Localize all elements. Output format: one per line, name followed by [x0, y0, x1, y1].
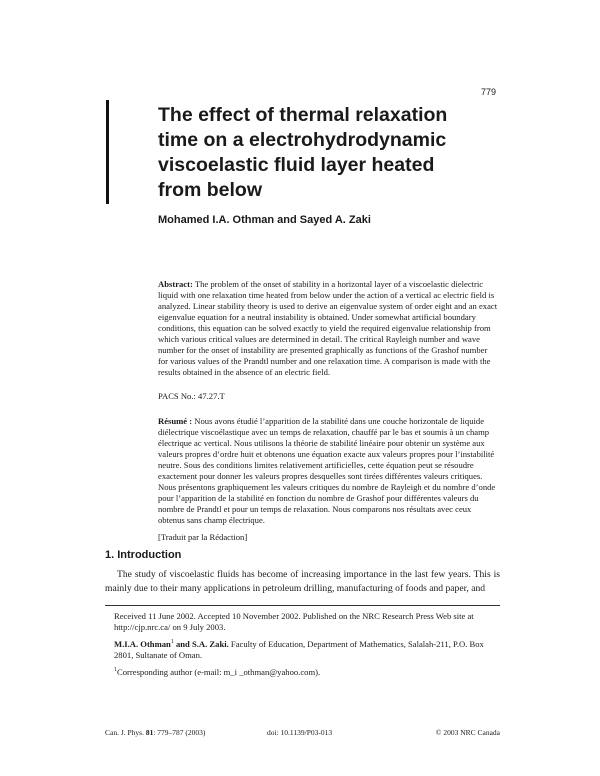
translation-note — [158, 532, 498, 543]
abstract-label: Abstract: — [158, 279, 193, 289]
journal-volume: 81 — [145, 728, 154, 737]
pacs-text: PACS No.: 47.27.T — [158, 391, 225, 401]
footnotes — [114, 611, 500, 684]
resume — [158, 416, 498, 526]
doi: doi: 10.1139/P03-013 — [267, 728, 333, 737]
affiliation-text: Faculty of Education, Department of Mathematics, Salalah-211, P.O. Box 2801, Sultanate of Oman. — [114, 639, 484, 660]
received-note: Received 11 June 2002. Accepted 10 November 2002. Published on the NRC Research Press Web site at http://cjp.nrc.ca/ on 9 July 2003. — [114, 611, 474, 632]
affiliation-author-2: and S.A. Zaki. — [173, 639, 229, 649]
resume-label: Résumé : — [158, 416, 193, 426]
journal-name: Can. J. Phys. — [105, 728, 144, 737]
affiliation-author-1: M.I.A. Othman — [114, 639, 171, 649]
footnote-divider — [105, 605, 500, 606]
translation-note-text: [Traduit par la Rédaction] — [158, 532, 248, 542]
introduction-paragraph: The study of viscoelastic fluids has become of increasing importance in the last few years. This is mainly due to their many applications in petroleum drilling, manufacturing of foods and paper, and — [105, 569, 500, 594]
page-number: 779 — [480, 87, 496, 97]
pacs-number — [158, 391, 498, 402]
journal-pages: : 779–787 (2003) — [153, 728, 206, 737]
footnote-marker: 1 — [170, 639, 174, 646]
abstract — [158, 279, 498, 378]
title-accent-bar — [106, 100, 109, 204]
article-authors: Mohamed I.A. Othman and Sayed A. Zaki — [158, 214, 371, 226]
section-heading-introduction: 1. Introduction — [105, 549, 182, 561]
corresponding-text: Corresponding author (e-mail: m_i _othman@yahoo.com). — [117, 667, 321, 677]
corresponding-note — [114, 667, 500, 678]
affiliation-note — [114, 639, 500, 661]
article-title: The effect of thermal relaxation time on a electrohydrodynamic viscoelastic fluid layer heated from below — [158, 104, 448, 201]
abstract-text: The problem of the onset of stability in a horizontal layer of a viscoelastic dielectric liquid with one relaxation time heated from below under the action of a vertical ac electric field is analyzed. Linear stability theory is used to derive an eigenvalue system of order eight and an exact eigenvalue equation for a neutral instability is obtained. Under somewhat artificial boundary conditions, this equation can be solved exactly to yield the required eigenvalue relationship from which various critical values are determined in detail. The critical Rayleigh number and wave number for the onset of instability are presented graphically as functions of the Grashof number for various values of the Prandtl number and one relaxation time. A comparison is made with the results obtained in the absence of an electric field. — [158, 279, 498, 377]
resume-text: Nous avons étudié l’apparition de la stabilité dans une couche horizontale de liquide diélectrique viscoélastique avec un temps de relaxation, chauffé par le bas et soumis à un champ électrique ac vertical. Nous utilisons la théorie de stabilité linéaire pour obtenir un système aux valeurs propres d’ordre huit et obtenons une équation exacte aux valeurs propres pour l’instabilité neutre. Sous des conditions limites relativement artificielles, cette équation peut se résoudre exactement pour donner les valeurs propres desquelles sont tirées différentes valeurs critiques. Nous présentons graphiquement les valeurs critiques du nombre de Rayleigh et du nombre d’onde pour l’apparition de la stabilité en fonction du nombre de Grashof pour différentes valeurs du nombre de Prandtl et pour un temps de relaxation. Nous comparons nos résultats avec ceux obtenus sans champ électrique. — [158, 416, 496, 525]
journal-citation — [105, 728, 205, 737]
copyright: © 2003 NRC Canada — [435, 728, 500, 737]
footnote-marker: 1 — [114, 667, 117, 674]
